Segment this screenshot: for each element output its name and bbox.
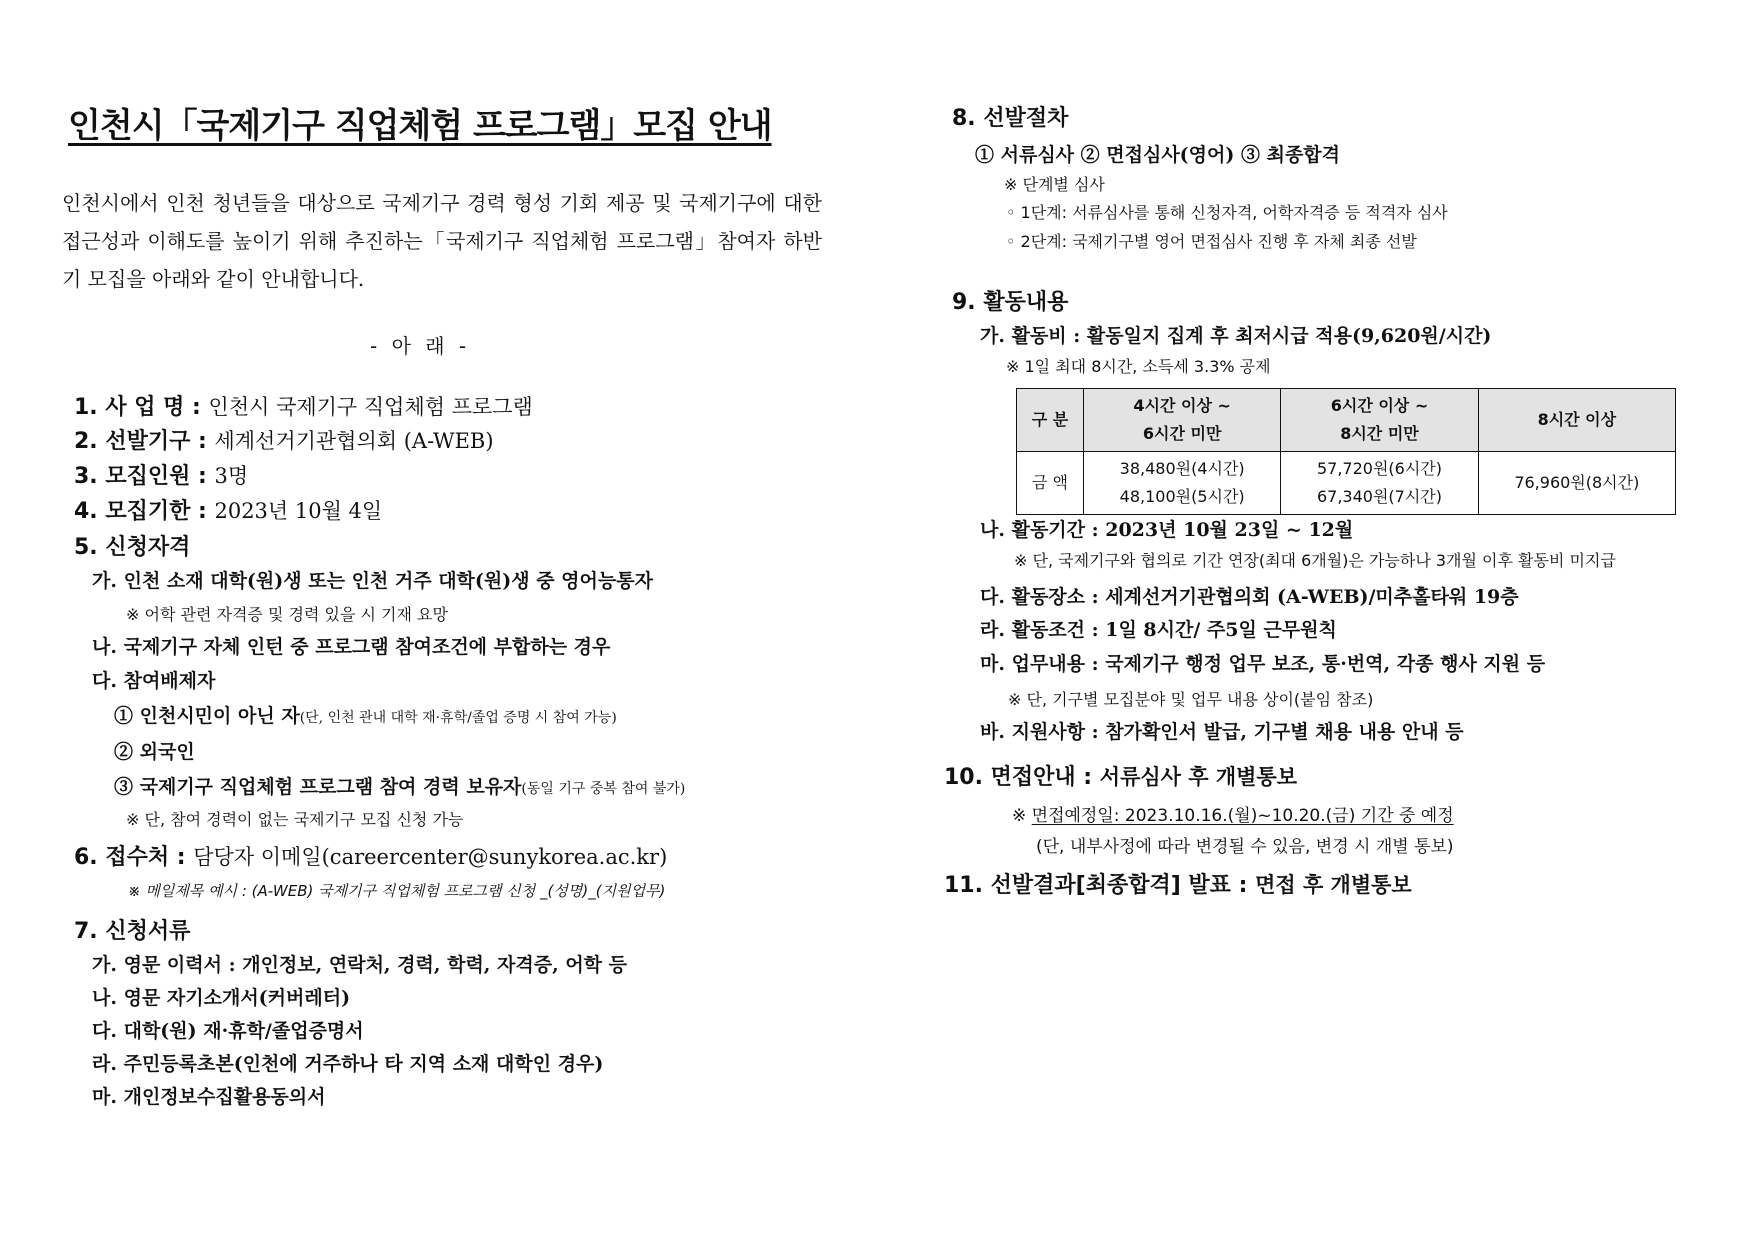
section-5-item-a: 가. 인천 소재 대학(원)생 또는 인천 거주 대학(원)생 중 영어능통자 [92,570,653,592]
section-10-note-mark: ※ [1012,806,1027,826]
section-10-note [1012,801,1454,826]
section-3-value: 3명 [214,464,249,488]
section-2-label: 2. 선발기구 : [74,429,207,454]
table-header-row [1017,389,1676,452]
section-9-item-e: 마. 업무내용 : 국제기구 행정 업무 보조, 통·번역, 각종 행사 지원 등 [980,653,1546,675]
section-3 [74,459,248,490]
section-5-exclusion-3 [114,772,685,799]
section-10-value: 서류심사 후 개별통보 [1099,764,1297,789]
table-row-label: 금 액 [1017,452,1084,515]
section-10-note-text: 면접예정일: 2023.10.16.(월)~10.20.(금) 기간 중 예정 [1031,806,1454,826]
section-6-note: ※ 메일제목 예시 : (A-WEB) 국제기구 직업체험 프로그램 신청 _(성명)_(지원업무) [128,882,666,900]
section-6 [74,840,667,871]
section-5-item-b: 나. 국제기구 자체 인턴 중 프로그램 참여조건에 부합하는 경우 [92,636,611,658]
exclusion-3-text: ③ 국제기구 직업체험 프로그램 참여 경력 보유자 [114,776,522,798]
section-5-item-a-note: ※ 어학 관련 자격증 및 경력 있을 시 기재 요망 [126,605,448,624]
document-title: 인천시「국제기구 직업체험 프로그램」모집 안내 [68,106,772,146]
section-1-value: 인천시 국제기구 직업체험 프로그램 [208,395,533,419]
section-8-note: ※ 단계별 심사 [1004,175,1105,194]
section-8-steps: ① 서류심사 ② 면접심사(영어) ③ 최종합격 [975,144,1341,166]
section-7-item-4: 라. 주민등록초본(인천에 거주하나 타 지역 소재 대학인 경우) [92,1053,604,1075]
section-3-label: 3. 모집인원 : [74,464,207,489]
section-9-item-f: 바. 지원사항 : 참가확인서 발급, 기구별 채용 내용 안내 등 [980,721,1464,743]
table-cell-6to8-line1: 57,720원(6시간) [1316,459,1442,478]
section-11 [944,868,1412,899]
intro-paragraph: 인천시에서 인천 청년들을 대상으로 국제기구 경력 형성 기회 제공 및 국제기구에 대한 접근성과 이해도를 높이기 위해 추진하는「국제기구 직업체험 프로그램」참여자 하반기 모집을 아래와 같이 안내합니다. [62,191,822,291]
table-row [1017,452,1676,515]
table-header-6to8 [1281,389,1478,452]
table-header-6to8-line2: 8시간 미만 [1340,424,1419,443]
section-9-item-b: 나. 활동기간 : 2023년 10월 23일 ~ 12월 [980,519,1354,541]
table-cell-8plus: 76,960원(8시간) [1478,452,1675,515]
section-1 [74,390,533,421]
table-cell-6to8 [1281,452,1478,515]
section-6-label: 6. 접수처 : [74,845,186,870]
section-9-heading: 9. 활동내용 [952,290,1069,315]
section-2 [74,424,494,455]
section-9-item-d: 라. 활동조건 : 1일 8시간/ 주5일 근무원칙 [980,619,1337,641]
table-header-4to6-line1: 4시간 이상 ~ [1133,396,1231,415]
section-8-heading: 8. 선발절차 [952,106,1069,131]
section-7-item-1: 가. 영문 이력서 : 개인정보, 연락처, 경력, 학력, 자격증, 어학 등 [92,954,627,976]
section-7-item-3: 다. 대학(원) 재·휴학/졸업증명서 [92,1020,364,1042]
section-5-exclusion-note: ※ 단, 참여 경력이 없는 국제기구 모집 신청 가능 [126,810,464,829]
section-7-item-5: 마. 개인정보수집활용동의서 [92,1086,326,1108]
section-9-item-c: 다. 활동장소 : 세계선거기관협의회 (A-WEB)/미추홀타워 19층 [980,586,1519,608]
section-10 [944,760,1297,791]
table-header-4to6-line2: 6시간 미만 [1142,424,1222,443]
section-10-note-2: (단, 내부사정에 따라 변경될 수 있음, 변경 시 개별 통보) [1036,837,1454,857]
table-header-category: 구 분 [1017,389,1084,452]
section-5-item-c: 다. 참여배제자 [92,670,216,692]
table-cell-4to6-line1: 38,480원(4시간) [1119,459,1245,478]
section-8-stage-2: ◦ 2단계: 국제기구별 영어 면접심사 진행 후 자체 최종 선발 [1006,232,1417,251]
section-4-label: 4. 모집기한 : [74,499,207,524]
table-cell-4to6 [1084,452,1281,515]
section-6-value: 담당자 이메일(careercenter@sunykorea.ac.kr) [193,845,668,869]
section-9-item-b-note: ※ 단, 국제기구와 협의로 기간 연장(최대 6개월)은 가능하나 3개월 이후 활동비 미지급 [1014,551,1616,570]
table-header-6to8-line1: 6시간 이상 ~ [1330,396,1429,415]
exclusion-1-text: ① 인천시민이 아닌 자 [114,705,300,727]
section-5-heading: 5. 신청자격 [74,535,191,560]
table-cell-6to8-line2: 67,340원(7시간) [1316,487,1442,506]
section-9-item-a-note: ※ 1일 최대 8시간, 소득세 3.3% 공제 [1006,357,1271,376]
section-5-exclusion-2: ② 외국인 [114,741,195,763]
section-1-label: 1. 사 업 명 : [74,395,201,420]
exclusion-1-detail: (단, 인천 관내 대학 재·휴학/졸업 증명 시 참여 가능) [299,710,617,726]
section-11-label: 11. 선발결과[최종합격] 발표 : [944,873,1248,898]
table-header-4to6 [1084,389,1281,452]
section-8-stage-1: ◦ 1단계: 서류심사를 통해 신청자격, 어학자격증 등 적격자 심사 [1006,203,1448,222]
section-4-value: 2023년 10월 4일 [214,499,383,523]
section-7-heading: 7. 신청서류 [74,919,191,944]
section-11-value: 면접 후 개별통보 [1255,872,1412,897]
section-7-item-2: 나. 영문 자기소개서(커버레터) [92,987,351,1009]
allowance-table [1016,388,1676,515]
section-2-value: 세계선거기관협의회 (A-WEB) [214,429,494,453]
table-header-8plus: 8시간 이상 [1478,389,1675,452]
section-9-item-e-note: ※ 단, 기구별 모집분야 및 업무 내용 상이(붙임 참조) [1008,690,1374,709]
section-10-label: 10. 면접안내 : [944,765,1093,790]
exclusion-3-detail: (동일 기구 중복 참여 불가) [521,781,686,797]
section-9-item-a: 가. 활동비 : 활동일지 집계 후 최저시급 적용(9,620원/시간) [980,325,1492,347]
section-4 [74,494,382,525]
below-mark: - 아 래 - [370,334,471,358]
section-5-exclusion-1 [114,701,617,728]
table-cell-4to6-line2: 48,100원(5시간) [1119,487,1245,506]
